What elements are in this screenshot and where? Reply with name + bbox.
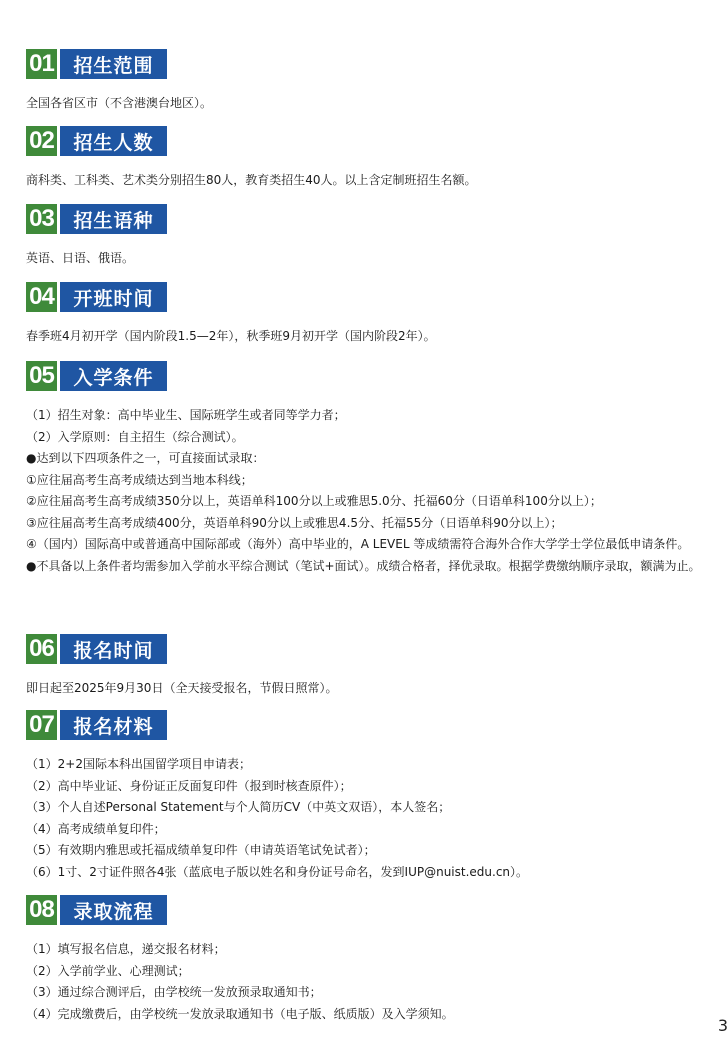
text-line: （1）招生对象：高中毕业生、国际班学生或者同等学力者； (26, 408, 346, 422)
text-line: （1）填写报名信息，递交报名材料； (26, 942, 226, 956)
section-header (26, 204, 720, 234)
section-number: 04 (26, 282, 57, 312)
section-02 (26, 126, 720, 192)
text-line: ④（国内）国际高中或普通高中国际部或（海外）高中毕业的，A LEVEL 等成绩需符合海外合作大学学士学位最低申请条件。 (26, 537, 690, 551)
text-line: ③应往届高考生高考成绩400分，英语单科90分以上或雅思4.5分、托福55分（日语单科90分以上）； (26, 515, 563, 530)
text-line: （3）通过综合测评后，由学校统一发放预录取通知书； (26, 985, 322, 999)
section-body (26, 754, 720, 883)
text-line: （2）入学前学业、心理测试； (26, 963, 190, 978)
section-body (26, 170, 720, 192)
text-line: 商科类、工科类、艺术类分别招生80人，教育类招生40人。以上含定制班招生名额。 (26, 173, 477, 187)
section-header (26, 126, 720, 156)
section-header (26, 634, 720, 664)
section-07 (26, 710, 720, 883)
text-line: （4）完成缴费后，由学校统一发放录取通知书（电子版、纸质版）及入学须知。 (26, 1006, 454, 1021)
page-number: 3 (717, 1016, 728, 1035)
section-04 (26, 282, 720, 348)
section-header (26, 49, 720, 79)
section-number: 03 (26, 204, 57, 234)
text-line: （5）有效期内雅思或托福成绩单复印件（申请英语笔试免试者）； (26, 843, 376, 857)
section-number: 05 (26, 361, 57, 391)
section-number: 06 (26, 634, 57, 664)
section-title: 招生语种 (60, 204, 167, 234)
section-title: 报名材料 (60, 710, 167, 740)
text-line: （2）高中毕业证、身份证正反面复印件（报到时核查原件）； (26, 778, 352, 793)
section-06 (26, 634, 720, 700)
section-body (26, 405, 720, 577)
text-line: 春季班4月初开学（国内阶段1.5—2年），秋季班9月初开学（国内阶段2年）。 (26, 329, 436, 343)
section-number: 07 (26, 710, 57, 740)
text-line: （3）个人自述Personal Statement与个人简历CV（中英文双语），本人签名； (26, 800, 451, 814)
section-title: 招生范围 (60, 49, 167, 79)
text-line: （6）1寸、2寸证件照各4张（蓝底电子版以姓名和身份证号命名，发到IUP@nuist.edu.cn）。 (26, 864, 529, 879)
section-header (26, 282, 720, 312)
section-title: 报名时间 (60, 634, 167, 664)
section-01 (26, 49, 720, 115)
section-number: 01 (26, 49, 57, 79)
section-number: 08 (26, 895, 57, 925)
section-title: 入学条件 (60, 361, 167, 391)
text-line: （1）2+2国际本科出国留学项目申请表； (26, 757, 251, 771)
section-body (26, 248, 720, 270)
section-header (26, 361, 720, 391)
text-line: 英语、日语、俄语。 (26, 251, 135, 265)
section-number: 02 (26, 126, 57, 156)
section-body (26, 326, 720, 348)
section-05 (26, 361, 720, 577)
section-header (26, 710, 720, 740)
section-body (26, 93, 720, 115)
text-line: ●不具备以上条件者均需参加入学前水平综合测试（笔试+面试）。成绩合格者，择优录取。根据学费缴纳顺序录取，额满为止。 (26, 558, 701, 573)
text-line: ①应往届高考生高考成绩达到当地本科线； (26, 472, 253, 487)
section-title: 录取流程 (60, 895, 167, 925)
section-header (26, 895, 720, 925)
text-line: 即日起至2025年9月30日（全天接受报名，节假日照常）。 (26, 681, 338, 695)
section-body (26, 678, 720, 700)
section-title: 开班时间 (60, 282, 167, 312)
section-03 (26, 204, 720, 270)
text-line: （4）高考成绩单复印件； (26, 821, 166, 836)
text-line: 全国各省区市（不含港澳台地区）。 (26, 96, 213, 110)
text-line: ●达到以下四项条件之一，可直接面试录取： (26, 451, 265, 465)
section-08 (26, 895, 720, 1025)
text-line: ②应往届高考生高考成绩350分以上，英语单科100分以上或雅思5.0分、托福60分（日语单科100分以上）； (26, 494, 602, 508)
section-title: 招生人数 (60, 126, 167, 156)
text-line: （2）入学原则：自主招生（综合测试）。 (26, 429, 244, 444)
section-body (26, 939, 720, 1025)
